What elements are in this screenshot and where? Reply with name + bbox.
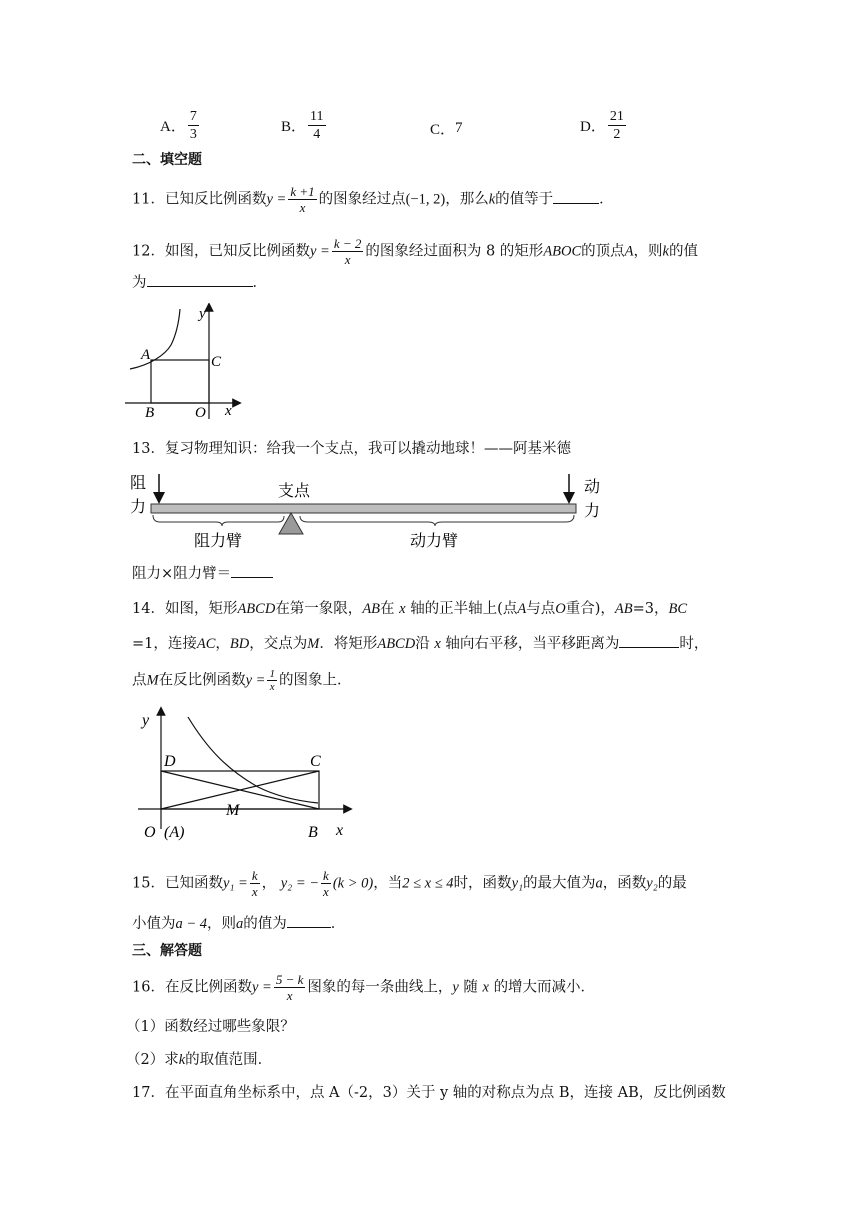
label-y: y: [199, 306, 206, 322]
question-16: 16．在反比例函数y = $\frac{5 - k}{x}$ 图象的每一条曲线上，y 随 x 的增大而减小．: [132, 972, 596, 1003]
option-d-label: D．: [580, 119, 606, 135]
lever-bar: [151, 504, 576, 513]
label-x: x: [336, 822, 344, 839]
option-c-value: 7: [455, 120, 463, 136]
fulcrum-triangle: [279, 513, 303, 534]
lever-figure: [128, 470, 618, 550]
option-c: [430, 118, 463, 139]
figure-14-graph: [138, 705, 363, 845]
section-heading-fill-blank: 二、填空题: [132, 152, 202, 168]
label-effort-arm: 动力臂: [410, 533, 459, 550]
option-b-fraction: $\frac{11}{4}$: [310, 109, 324, 142]
label-c: C: [211, 354, 222, 370]
label-resistance-arm: 阻力臂: [194, 533, 243, 550]
label-b: B: [308, 824, 318, 841]
label-y: y: [142, 712, 150, 729]
label-d: D: [164, 753, 176, 770]
question-15-line-2: 小值为a − 4，则a的值为 ．: [132, 913, 345, 935]
question-14-line-3: 点M在反比例函数y = $\frac{1}{x}$ 的图象上．: [132, 668, 352, 693]
effort-arm-brace: [300, 515, 574, 526]
question-13-formula: 阻力×阻力臂＝: [132, 563, 273, 585]
label-m: M: [226, 802, 240, 819]
question-13: 13．复习物理知识：给我一个支点，我可以撬动地球！——阿基米德: [132, 441, 571, 457]
question-14-line-1: 14．如图，矩形ABCD在第一象限，AB在 x 轴的正半轴上(点A与点O重合)，AB=3，BC: [132, 601, 687, 617]
label-fulcrum: 支点: [278, 483, 311, 500]
rectangle-aboc: [151, 360, 209, 403]
option-a: [160, 108, 201, 143]
label-o: O: [195, 405, 206, 421]
label-resistance-1: 阻: [130, 475, 147, 492]
resistance-arm-brace: [153, 515, 284, 526]
label-resistance-2: 力: [130, 499, 147, 516]
answer-blank-11[interactable]: [553, 189, 599, 204]
hyperbola-curve: [188, 717, 318, 803]
option-d-fraction: $\frac{21}{2}$: [609, 109, 624, 142]
question-17: 17．在平面直角坐标系中，点 A（-2，3）关于 y 轴的对称点为点 B，连接 AB，反比例函数: [132, 1085, 726, 1101]
label-b: B: [145, 405, 155, 421]
label-x: x: [225, 403, 232, 419]
answer-blank-12[interactable]: [147, 272, 253, 287]
label-a: A: [141, 347, 151, 363]
answer-blank-14[interactable]: [619, 633, 679, 648]
question-11: 11．已知反比例函数y = $\frac{k +1}{x}$ 的图象经过点(−1, 2)，那么k的值等于 ．: [132, 184, 614, 215]
option-a-label: A．: [160, 119, 186, 135]
label-a-paren: (A): [164, 824, 185, 841]
figure-12-graph: [125, 303, 245, 421]
option-d: [580, 108, 628, 143]
label-effort-2: 力: [584, 503, 601, 520]
option-b-label: B．: [281, 119, 307, 135]
question-14-line-2: =1，连接AC，BD，交点为M．将矩形ABCD沿 x 轴向右平移，当平移距离为 时，: [132, 633, 708, 655]
label-o: O: [144, 824, 156, 841]
question-12-line-1: 12．如图，已知反比例函数y = $\frac{k - 2}{x}$ 的图象经过面积为 8 的矩形ABOC的顶点A，则k的值: [132, 236, 698, 267]
answer-blank-15[interactable]: [287, 913, 331, 928]
label-effort-1: 动: [584, 479, 601, 496]
option-b: [281, 108, 328, 143]
question-15-line-1: 15．已知函数y₁ = $\frac{k}{x}$ ， y₂ = − $\frac{k}{x}$ (k > 0)，当2 ≤ x ≤ 4时，函数y₁的最大值为a，函数y₂的最: [132, 868, 687, 899]
answer-blank-13[interactable]: [231, 563, 273, 578]
question-12-line-2: 为 ．: [132, 272, 267, 294]
section-heading-answer: 三、解答题: [132, 943, 202, 959]
label-c: C: [310, 753, 321, 770]
question-16-part-2: （2）求k的取值范围．: [126, 1052, 273, 1068]
option-a-fraction: $\frac{7}{3}$: [189, 109, 197, 142]
option-c-label: C．: [430, 122, 456, 138]
question-16-part-1: （1）函数经过哪些象限？: [126, 1019, 295, 1035]
